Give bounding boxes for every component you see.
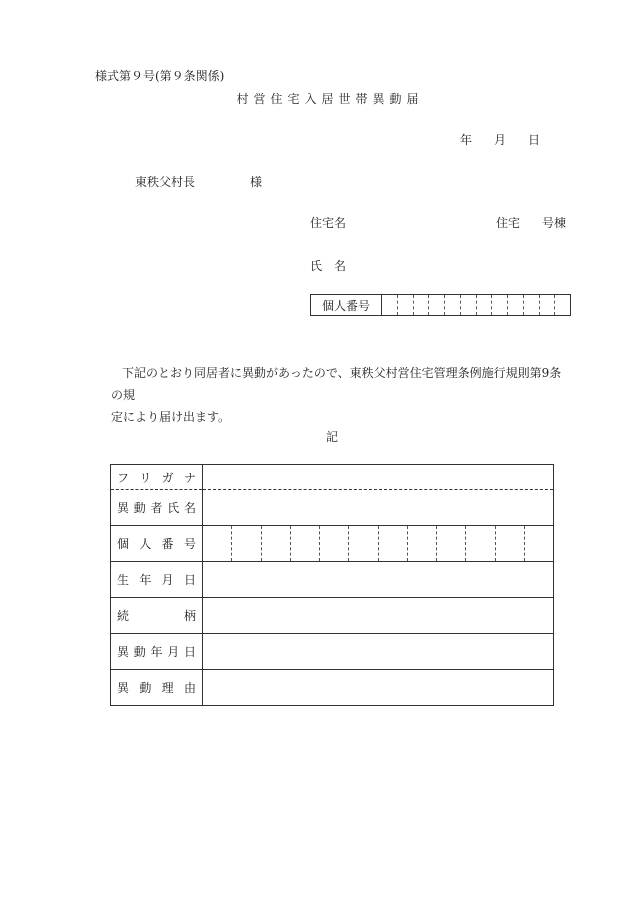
kojin-cell[interactable]: [408, 526, 437, 561]
kojin-cell[interactable]: [232, 526, 261, 561]
label-char: 年: [150, 645, 163, 659]
addressee-name: 東秩父村長: [135, 175, 196, 189]
kojin-cell[interactable]: [525, 526, 553, 561]
label-char: リ: [139, 470, 152, 485]
input-ido-name[interactable]: [203, 490, 554, 526]
label-char: 続: [117, 609, 130, 623]
input-kojin-bango[interactable]: [203, 526, 554, 562]
label-char: 番: [161, 537, 174, 551]
label-char: フ: [117, 470, 130, 485]
body-text: [111, 362, 571, 428]
label-ido-reason: [111, 670, 203, 706]
body-line-2: 定により届け出ます。: [111, 410, 231, 424]
label-char: 号: [183, 537, 196, 551]
label-char: 理: [161, 681, 174, 695]
row-furigana: [111, 465, 554, 490]
label-ido-date: [111, 634, 203, 670]
form-number: 様式第９号(第９条関係): [95, 69, 225, 83]
label-zokugara: [111, 598, 203, 634]
addressee-honorific: 様: [250, 175, 263, 189]
applicant-name-label: [310, 257, 346, 274]
name-label-mei: 名: [334, 259, 347, 273]
ki-heading: 記: [325, 430, 338, 444]
label-char: 動: [133, 645, 146, 659]
mynumber-cell[interactable]: [508, 295, 524, 315]
name-label-uji: 氏: [310, 259, 323, 273]
label-char: 動: [133, 501, 146, 515]
label-furigana: [111, 465, 203, 490]
input-furigana[interactable]: [203, 465, 554, 490]
house-suffix-jutaku: 住宅: [496, 216, 521, 230]
label-char: 柄: [183, 609, 196, 623]
kojin-cell[interactable]: [320, 526, 349, 561]
row-ido-name: [111, 490, 554, 526]
input-birth-date[interactable]: [203, 562, 554, 598]
label-char: 年: [139, 573, 152, 587]
row-ido-reason: [111, 670, 554, 706]
mynumber-cell[interactable]: [492, 295, 508, 315]
input-ido-reason[interactable]: [203, 670, 554, 706]
label-char: 個: [117, 537, 130, 551]
year-label: 年: [460, 133, 473, 147]
label-char: 日: [183, 645, 196, 659]
label-birth-date: [111, 562, 203, 598]
month-label: 月: [494, 133, 507, 147]
mynumber-cell[interactable]: [429, 295, 445, 315]
applicant-mynumber-cells[interactable]: [382, 295, 570, 315]
kojin-cell[interactable]: [203, 526, 232, 561]
label-char: 動: [139, 681, 152, 695]
mynumber-cell[interactable]: [477, 295, 493, 315]
house-number-suffix: [496, 214, 566, 231]
row-birth-date: [111, 562, 554, 598]
house-suffix-goto: 号棟: [542, 216, 567, 230]
label-char: 氏: [167, 501, 180, 515]
label-char: 日: [183, 573, 196, 587]
label-char: ナ: [183, 470, 196, 485]
kojin-cell[interactable]: [262, 526, 291, 561]
input-zokugara[interactable]: [203, 598, 554, 634]
label-char: ガ: [161, 470, 174, 485]
mynumber-cell[interactable]: [414, 295, 430, 315]
kojin-cell[interactable]: [291, 526, 320, 561]
mynumber-cell[interactable]: [555, 295, 570, 315]
row-kojin-bango: [111, 526, 554, 562]
label-char: 由: [183, 681, 196, 695]
label-char: 異: [117, 645, 130, 659]
row-zokugara: [111, 598, 554, 634]
label-char: 名: [183, 501, 196, 515]
mynumber-cell[interactable]: [445, 295, 461, 315]
mynumber-cell[interactable]: [524, 295, 540, 315]
label-ido-name: [111, 490, 203, 526]
kojin-cell[interactable]: [349, 526, 378, 561]
kojin-cell[interactable]: [466, 526, 495, 561]
row-ido-date: [111, 634, 554, 670]
date-line: [460, 131, 540, 148]
label-char: 人: [139, 537, 152, 551]
mynumber-cell[interactable]: [382, 295, 398, 315]
house-name-label: 住宅名: [310, 216, 347, 230]
label-char: 月: [161, 573, 174, 587]
label-char: 者: [150, 501, 163, 515]
label-char: 異: [117, 681, 130, 695]
label-kojin-bango: [111, 526, 203, 562]
addressee: [135, 173, 263, 190]
mynumber-cell[interactable]: [540, 295, 556, 315]
kojin-cell[interactable]: [379, 526, 408, 561]
input-ido-date[interactable]: [203, 634, 554, 670]
applicant-mynumber-box: [310, 294, 571, 316]
label-char: 異: [117, 501, 130, 515]
day-label: 日: [528, 133, 541, 147]
kojin-cell[interactable]: [437, 526, 466, 561]
label-char: 生: [117, 573, 130, 587]
kojin-cell[interactable]: [496, 526, 525, 561]
mynumber-cell[interactable]: [461, 295, 477, 315]
document-title: 村営住宅入居世帯異動届: [236, 92, 424, 106]
body-line-1: 下記のとおり同居者に異動があったので、東秩父村営住宅管理条例施行規則第9条の規: [111, 366, 562, 402]
applicant-mynumber-label: 個人番号: [311, 295, 382, 315]
change-details-table: [110, 464, 554, 706]
mynumber-cell[interactable]: [398, 295, 414, 315]
label-char: 月: [167, 645, 180, 659]
